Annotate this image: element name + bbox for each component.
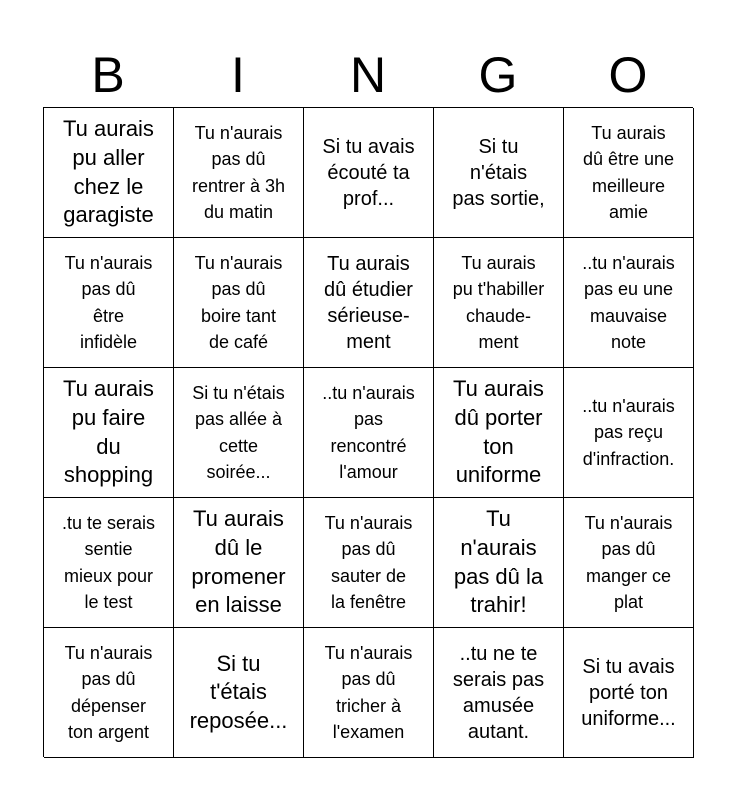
bingo-cell[interactable]: Tu n'aurais pas dû être infidèle	[44, 238, 174, 368]
bingo-cell[interactable]: Tu aurais dû porter ton uniforme	[434, 368, 564, 498]
bingo-cell[interactable]: Si tu t'étais reposée...	[174, 628, 304, 758]
bingo-cell[interactable]: Tu aurais pu t'habiller chaude- ment	[434, 238, 564, 368]
bingo-cell[interactable]: ..tu n'aurais pas reçu d'infraction.	[564, 368, 694, 498]
header-letter-i: I	[231, 47, 245, 103]
bingo-cell[interactable]: Tu aurais dû le promener en laisse	[174, 498, 304, 628]
bingo-cell[interactable]: Tu n'aurais pas dû sauter de la fenêtre	[304, 498, 434, 628]
bingo-cell[interactable]: Tu n'aurais pas dû boire tant de café	[174, 238, 304, 368]
bingo-cell[interactable]: ..tu n'aurais pas rencontré l'amour	[304, 368, 434, 498]
bingo-cell[interactable]: Tu n'aurais pas dû manger ce plat	[564, 498, 694, 628]
bingo-cell[interactable]: Tu aurais pu faire du shopping	[44, 368, 174, 498]
bingo-cell[interactable]: Tu aurais pu aller chez le garagiste	[44, 108, 174, 238]
header-letter-n: N	[349, 47, 387, 103]
bingo-cell[interactable]: ..tu n'aurais pas eu une mauvaise note	[564, 238, 694, 368]
header-letter-b: B	[91, 47, 125, 103]
bingo-cell[interactable]: Tu n'aurais pas dû tricher à l'examen	[304, 628, 434, 758]
bingo-cell[interactable]: Si tu avais écouté ta prof...	[304, 108, 434, 238]
bingo-cell[interactable]: ..tu ne te serais pas amusée autant.	[434, 628, 564, 758]
bingo-header	[43, 44, 693, 106]
bingo-cell[interactable]: Tu aurais dû étudier sérieuse- ment	[304, 238, 434, 368]
bingo-cell[interactable]: Tu n'aurais pas dû la trahir!	[434, 498, 564, 628]
bingo-cell[interactable]: Si tu avais porté ton uniforme...	[564, 628, 694, 758]
bingo-cell[interactable]: Tu n'aurais pas dû rentrer à 3h du matin	[174, 108, 304, 238]
bingo-cell[interactable]: .tu te serais sentie mieux pour le test	[44, 498, 174, 628]
bingo-cell[interactable]: Tu n'aurais pas dû dépenser ton argent	[44, 628, 174, 758]
bingo-cell[interactable]: Si tu n'étais pas sortie,	[434, 108, 564, 238]
bingo-cell[interactable]: Tu aurais dû être une meilleure amie	[564, 108, 694, 238]
bingo-cell[interactable]: Si tu n'étais pas allée à cette soirée...	[174, 368, 304, 498]
header-letter-g: G	[478, 47, 518, 103]
header-letter-o: O	[608, 47, 648, 103]
bingo-grid	[43, 107, 693, 757]
